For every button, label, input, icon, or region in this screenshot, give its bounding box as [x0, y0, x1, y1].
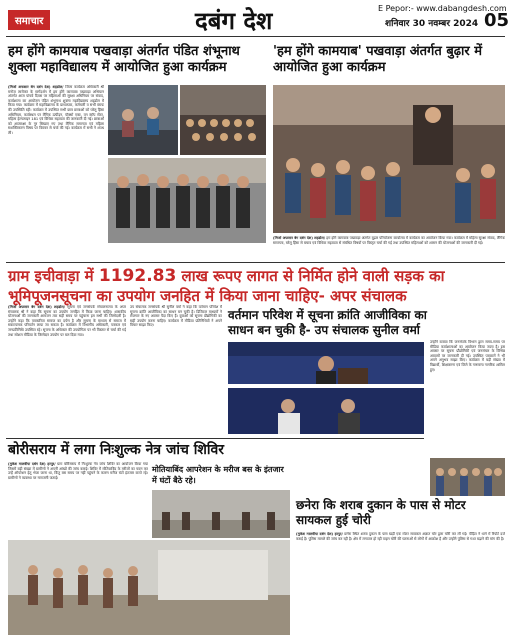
story1-photo-2: [180, 85, 266, 155]
story1-text: जिला कार्यक्रम अधिकारी श्री मनोज लारोकर के मार्गदर्शन में हम होंगे कामयाब पखवाड़ा अभियान अंतर्गत आज पांचवे दिवस पर महिलाओं की सुरक्षा अधिनियम पर संवाद, कार्यशाला का आयोजन पंडित शंभूनाथ शुक्ला महाविद्यालय शहडोल में किया गया। कार्यक्रम में महाविद्यालय के प्राध्यापक, कर्मचारी व सभी स्टाफ की उपस्थिति रही। कार्यक्रम में उपस्थित सभी छात्र छात्राओं को घरेलू हिंसा अधिनियम, कार्यस्थल पर लैंगिक उत्पीड़न, पॉक्सो एक्ट, वन स्टॉप सेंटर, महिला हेल्पलाइन 181 एवं विधिक सहायता की जानकारी दी गई। छात्राओं को आत्मरक्षा के गुर सिखाए गए तथा लैंगिक समानता एवं महिला सशक्तिकरण विषय पर विस्तार से चर्चा की गई। कार्यक्रम में सभी ने शपथ ली।: [8, 85, 104, 135]
story1-photo-1: [108, 85, 178, 155]
section-tag: समाचार: [8, 10, 50, 30]
story5-rule: [6, 438, 424, 439]
header-divider: [6, 36, 505, 37]
story5-body: [8, 462, 148, 532]
story3-text: सूचना एवं जनसंपर्क संचालनालय के अपर संचालक श्री ने कहा कि सूचना का उपयोग जनहित में किया जाना चाहिए। शासकीय योजनाओं की जानकारी आमजन तक सही समय पर पहुंचाना हम सभी की जिम्मेदारी है। उन्होंने कहा कि पत्रकारिता समाज का दर्पण है और सूचना के माध्यम से समाज में सकारात्मक परिवर्तन लाया जा सकता है। कार्यक्रम में विभागीय अधिकारी, पत्रकार एवं जनप्रतिनिधि उपस्थित रहे। सूचना के अधिकार की उपयोगिता पर भी विस्तार से चर्चा की गई तथा सोशल मीडिया के जिम्मेदार उपयोग पर बल दिया गया।: [8, 305, 126, 337]
story6-dateline: (मुकेश मालवीया दबंग देश) हरपुर/: [296, 532, 343, 536]
story5-subhead: मोतियाबिंद आपरेशन के मरीज बस के इंतजार में घंटों बैठे रहे।: [152, 465, 284, 485]
story2-headline: 'हम होंगे कामयाब' पखवाड़ा अंतर्गत बुढ़ार में आयोजित हुआ कार्यक्रम: [273, 44, 483, 75]
story6-body: [296, 532, 505, 636]
story6-text: छनेरा स्थित शराब दुकान के पास खड़ी एक मोटर सायकल अज्ञात चोर द्वारा चोरी कर ली गई। पीड़ित ने थाने में रिपोर्ट दर्ज कराई है। पुलिस मामले की जांच कर रही है। क्षेत्र में लगातार हो रही वाहन चोरी की घटनाओं से लोगों में आक्रोश है और उन्होंने पुलिस से गश्त बढ़ाने की मांग की है।: [296, 532, 505, 541]
story4-sidebar: उन्होंने बताया कि जनसंपर्क विभाग द्वारा समय-समय पर मीडिया कार्यशालाओं का आयोजन किया जाता है। इस अवसर पर सूचना प्रौद्योगिकी एवं जनसंचार के विभिन्न आयामों पर जानकारी दी गई। उपस्थित पत्रकारों ने भी अपने अनुभव साझा किए। कार्यक्रम में बड़ी संख्या में विद्यार्थी, शिक्षकगण एवं जिले के गणमान्य नागरिक शामिल हुए।: [430, 340, 505, 372]
story2-dateline: (मिर्जा अफसार बेग दबंग देश) शहडोल/: [273, 236, 326, 240]
story4-photo-3: [430, 458, 505, 496]
banner-headline-pre: ग्राम इचीवाड़ा में: [8, 267, 94, 285]
story4-photo-1: [228, 342, 424, 384]
story3-body: [8, 305, 126, 435]
story5-text: ग्राम बोरीसराय में निःशुल्क नेत्र जांच शिविर का आयोजन किया गया जिसमें बड़ी संख्या में ग्रामीणों ने अपनी आंखों की जांच कराई। शिविर में मोतियाबिंद के मरीजों का चयन कर उन्हें ऑपरेशन हेतु भेजा जाना था, किंतु बस समय पर नहीं पहुंचने के कारण मरीज घंटों इंतजार करते रहे। ग्रामीणों ने व्यवस्था पर नाराजगी जताई।: [8, 462, 148, 480]
story1-headline: हम होंगे कामयाब पखवाड़ा अंतर्गत पंडित शंभूनाथ शुक्ला महाविद्यालय में आयोजित हुआ कार्यक्रम: [8, 44, 240, 75]
story3-dateline: (मिर्जा अफसार बेग दबंग देश) शहडोल/: [8, 305, 65, 309]
story2-photo: [273, 85, 505, 233]
masthead-title: दबंग देश: [195, 7, 273, 35]
banner-rule: [6, 262, 505, 263]
story2-text: हम होंगे कामयाब पखवाड़ा अंतर्गत बुढ़ार परियोजना कार्यालय में कार्यक्रम का आयोजन किया गया। कार्यक्रम में महिला सुरक्षा संवाद, लैंगिक समानता, घरेलू हिंसा से बचाव एवं विधिक सहायता से संबंधित विषयों पर विस्तृत चर्चा की गई तथा उपस्थित महिलाओं को शासन की योजनाओं की जानकारी दी गई।: [273, 236, 505, 245]
issue-date: शनिवार 30 नवम्बर 2024: [385, 19, 479, 29]
story6-headline: छनेरा कि शराब दुकान के पास से मोटर सायकल हुई चोरी: [296, 498, 466, 527]
banner-headline: [8, 266, 505, 306]
story1-body: [8, 85, 104, 245]
banner-headline-post: लाख रूपए लागत से निर्मित होने वाली सड़क का भूमिपूजनसूचना का उपयोग जनहित में किया जाना चाहिए- अपर संचालक: [8, 267, 445, 305]
story2-body: [273, 236, 505, 260]
story4-photo-2: [228, 388, 424, 434]
story1-dateline: (मिर्जा अफसार बेग दबंग देश) शहडोल/: [8, 85, 64, 89]
story5-photo-2: [8, 540, 290, 635]
story4-headline: वर्तमान परिवेश में सूचना क्रांति आजीविका का साधन बन चुकी है- उप संचालक सुनील वर्मा: [228, 308, 427, 337]
story4-body: उप संचालक जनसंपर्क श्री सुनील वर्मा ने कहा कि वर्तमान परिवेश में सूचना क्रांति आजीविका का साधन बन चुकी है। डिजिटल माध्यमों ने रोजगार के नए अवसर पैदा किए हैं। युवाओं को सूचना प्रौद्योगिकी का सही उपयोग करना चाहिए। कार्यक्रम में मीडिया प्रतिनिधियों ने अपने विचार साझा किए।: [130, 305, 222, 328]
story5-dateline: (मुकेश मालवीया दबंग देश) हरपुर/: [8, 462, 56, 466]
epaper-link[interactable]: E Pepor:- www.dabangdesh.com: [378, 4, 507, 13]
page-number: 05: [484, 10, 510, 31]
story5-photo-1: [152, 490, 290, 538]
story1-photo-3: [108, 158, 266, 243]
banner-headline-amount: 1192.83: [98, 266, 177, 286]
story5-headline: बोरीसराय में लगा निःशुल्क नेत्र जांच शिविर: [8, 442, 225, 458]
